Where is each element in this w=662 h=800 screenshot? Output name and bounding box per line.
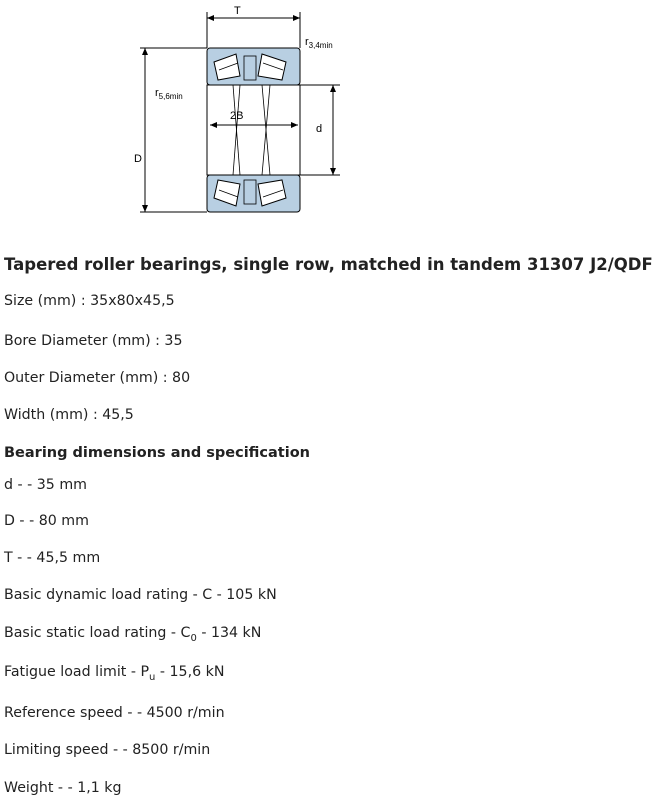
spec-heading: Bearing dimensions and specification: [4, 445, 310, 461]
dim-label-r56: $r_{5,6min}$: [155, 87, 183, 101]
product-title: Tapered roller bearings, single row, matched in tandem 31307 J2/QDF: [4, 255, 653, 274]
spec-D: D - - 80 mm: [4, 513, 89, 529]
bore-diameter-line: Bore Diameter (mm) : 35: [4, 333, 183, 349]
spec-fatigue-limit: Fatigue load limit - $P_u - 15,6$ kN: [4, 664, 225, 683]
dim-label-d: d: [316, 123, 323, 135]
spec-reference-speed: Reference speed - - 4500 r/min: [4, 705, 225, 721]
bearing-cross-section-diagram: [130, 0, 370, 222]
outer-diameter-line: Outer Diameter (mm) : 80: [4, 370, 191, 386]
spec-static-load: Basic static load rating - $C_0 - 134$ kN: [4, 625, 262, 644]
width-line: Width (mm) : 45,5: [4, 407, 134, 423]
spec-d: d - - 35 mm: [4, 477, 87, 493]
size-line: Size (mm) : 35x80x45,5: [4, 293, 175, 309]
dim-label-r34: $r_{3,4min}$: [305, 36, 333, 50]
spec-dynamic-load: Basic dynamic load rating - C - 105 kN: [4, 587, 277, 603]
spec-T: T - - 45,5 mm: [4, 550, 101, 566]
dim-label-D: D: [134, 153, 142, 165]
spec-limiting-speed: Limiting speed - - 8500 r/min: [4, 742, 211, 758]
spec-weight: Weight - - 1,1 kg: [4, 780, 122, 796]
dim-label-2B: 2B: [230, 110, 244, 122]
dim-label-T: T: [234, 5, 241, 17]
